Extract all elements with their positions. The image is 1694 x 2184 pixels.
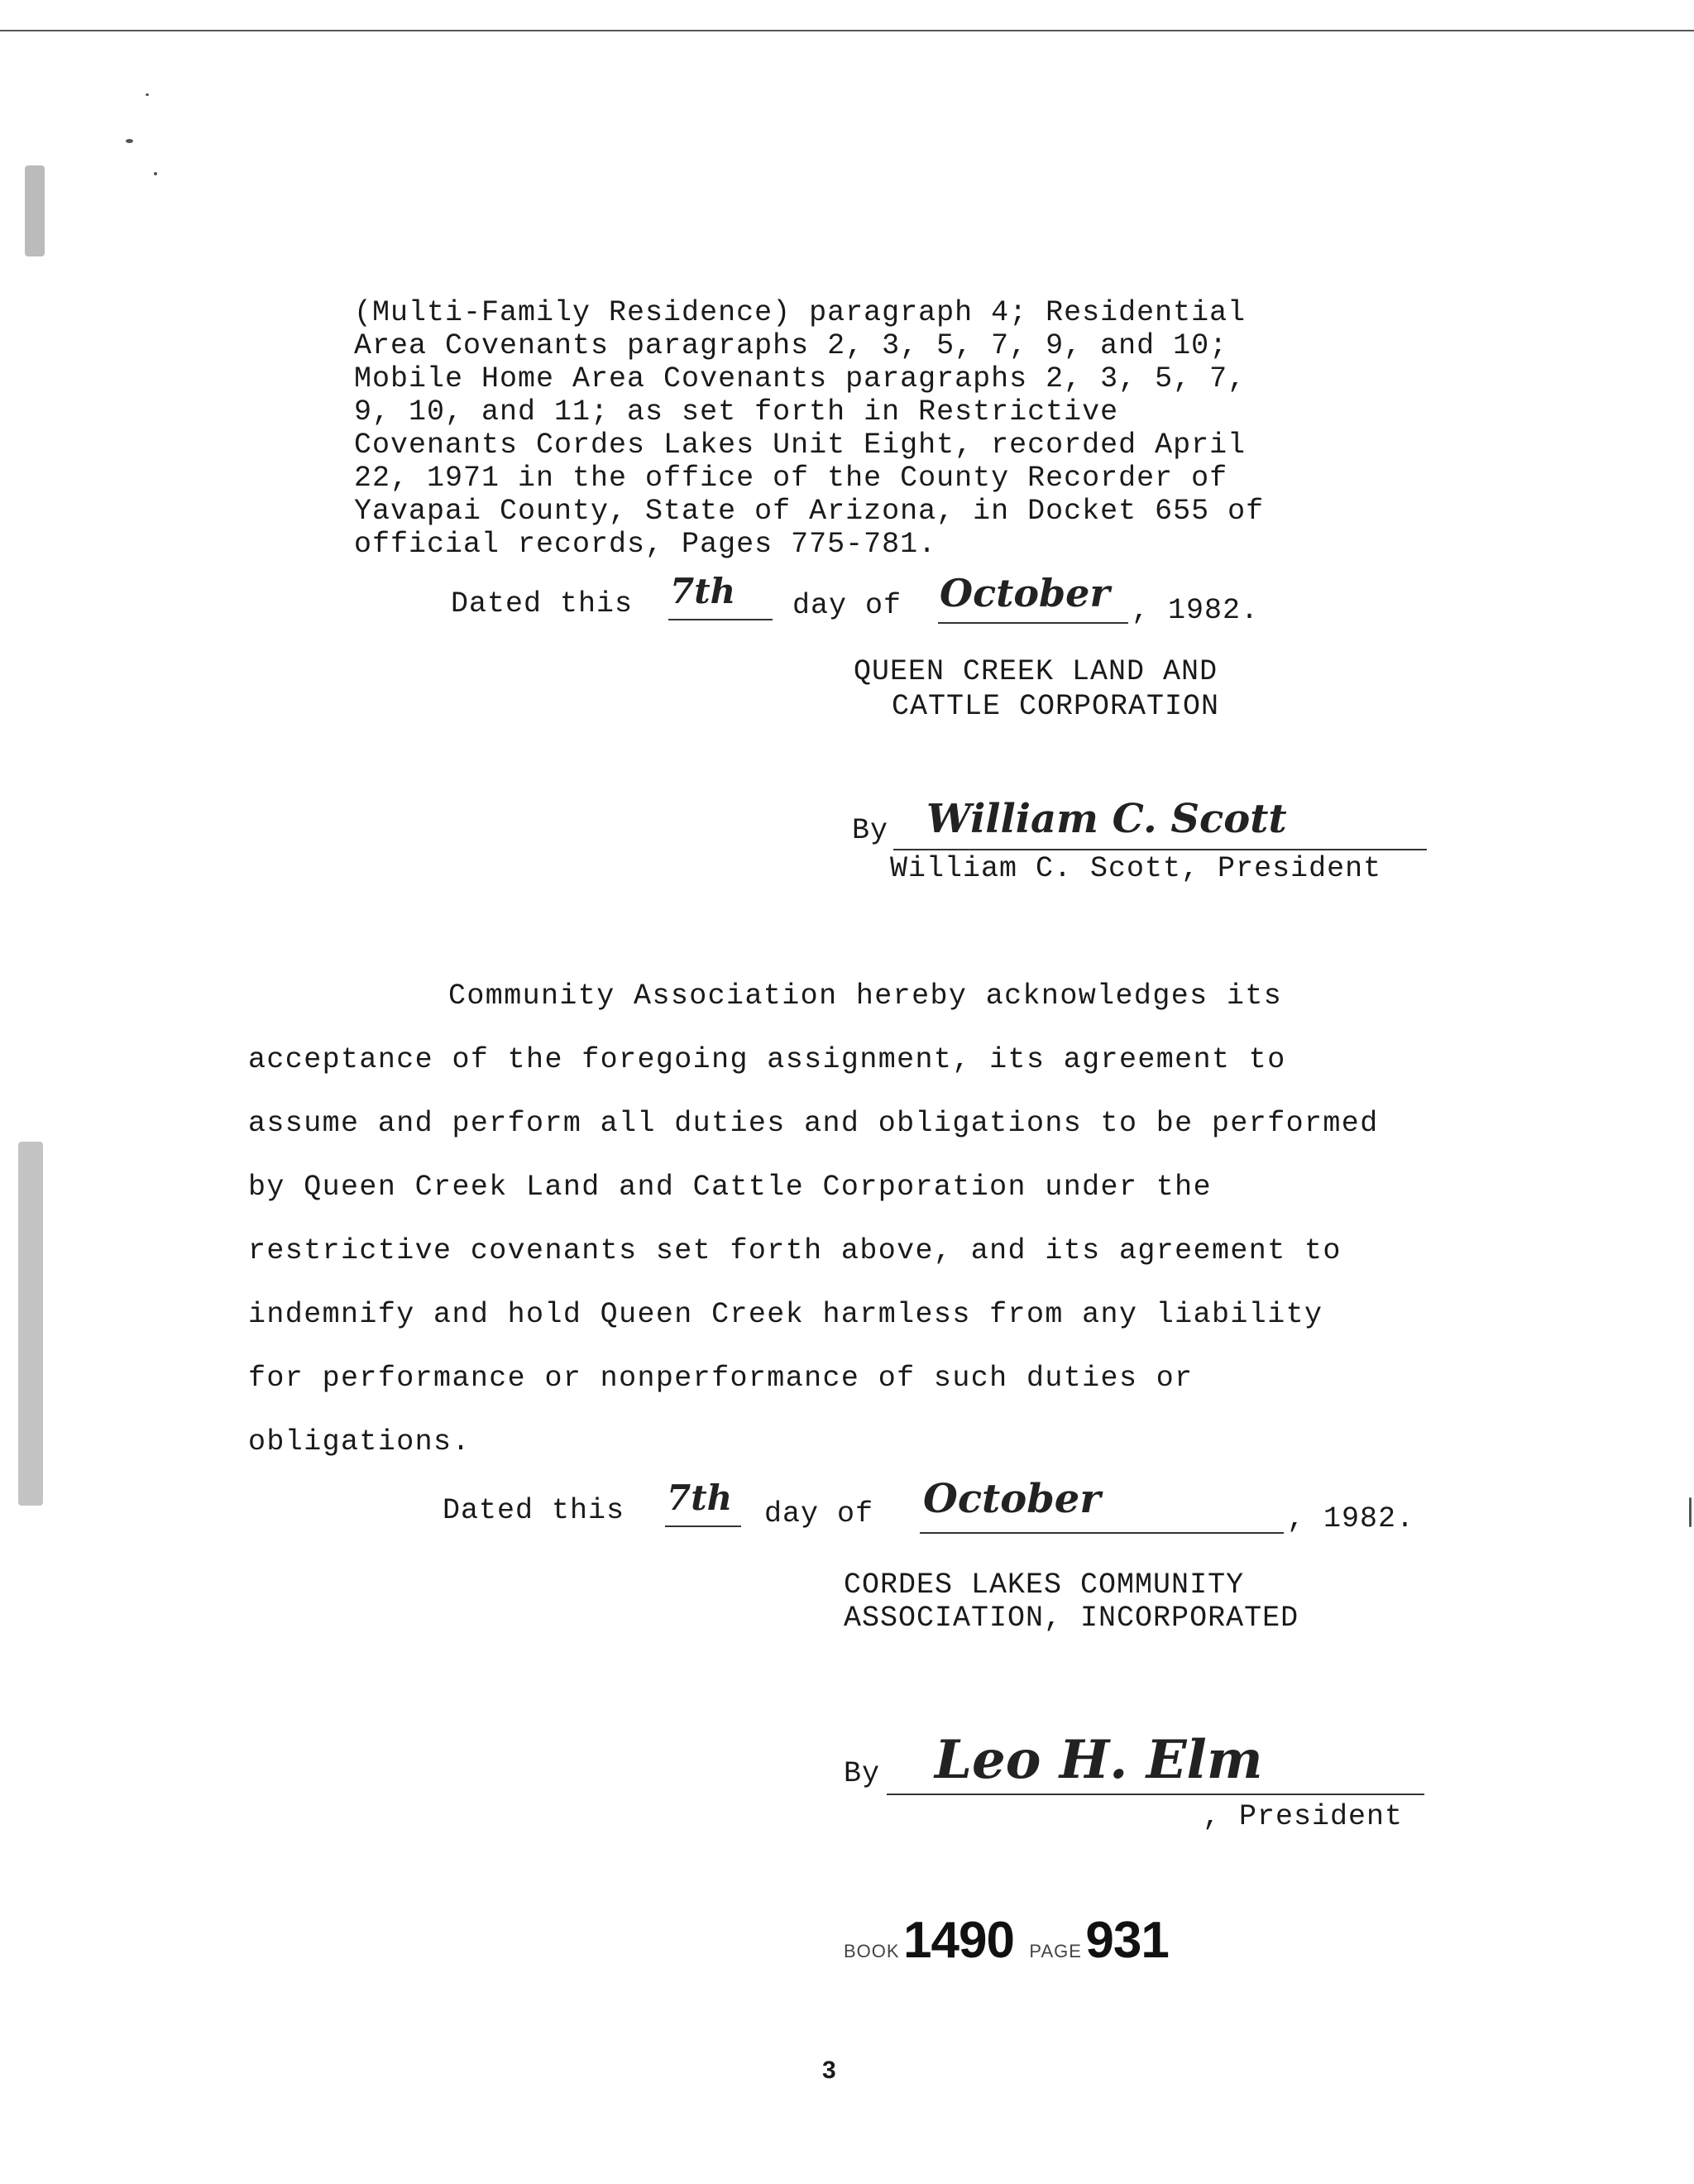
paragraph-line: 9, 10, and 11; as set forth in Restrictive bbox=[354, 395, 1119, 429]
paragraph-line: obligations. bbox=[248, 1425, 471, 1458]
paragraph-line: Area Covenants paragraphs 2, 3, 5, 7, 9, and 10; bbox=[354, 329, 1228, 362]
paragraph-line: assume and perform all duties and obligations to be performed bbox=[248, 1107, 1379, 1140]
sig1-signature: William C. Scott bbox=[926, 796, 1287, 842]
sig2-line bbox=[887, 1794, 1424, 1795]
paragraph-line: indemnify and hold Queen Creek harmless from any liability bbox=[248, 1298, 1323, 1331]
dated2-middle: day of bbox=[764, 1497, 874, 1530]
dated2-suffix: , 1982. bbox=[1287, 1502, 1415, 1535]
dated-month-handwritten: October bbox=[940, 571, 1110, 615]
page-label: PAGE bbox=[1029, 1941, 1082, 1961]
scan-speck bbox=[146, 93, 149, 96]
sig2-title: , President bbox=[1203, 1800, 1404, 1833]
sig1-line bbox=[893, 849, 1427, 850]
corp1-name-line2: CATTLE CORPORATION bbox=[892, 690, 1220, 723]
paragraph-line: Yavapai County, State of Arizona, in Docket 655 of bbox=[354, 495, 1265, 528]
dated-day-handwritten: 7th bbox=[670, 571, 736, 611]
paragraph-line: restrictive covenants set forth above, and its agreement to bbox=[248, 1234, 1342, 1267]
paragraph-line: Mobile Home Area Covenants paragraphs 2, 3, 5, 7, bbox=[354, 362, 1247, 395]
scan-speck bbox=[154, 172, 157, 175]
paragraph-line: 22, 1971 in the office of the County Recorder of bbox=[354, 462, 1228, 495]
corp1-name-line1: QUEEN CREEK LAND AND bbox=[854, 655, 1218, 688]
paragraph-line: by Queen Creek Land and Cattle Corporation under the bbox=[248, 1171, 1212, 1204]
day-fill-line bbox=[668, 619, 773, 620]
scan-speck bbox=[18, 1142, 43, 1506]
page-number-stamp: 931 bbox=[1085, 1912, 1169, 1969]
book-number: 1490 bbox=[903, 1912, 1014, 1969]
dated-line-1 bbox=[451, 587, 633, 620]
sig1-printed-name: William C. Scott, President bbox=[890, 852, 1382, 885]
sig2-signature: Leo H. Elm bbox=[935, 1729, 1263, 1791]
scan-speck bbox=[25, 165, 45, 256]
paragraph-line: Covenants Cordes Lakes Unit Eight, recorded April bbox=[354, 429, 1247, 462]
covenants-paragraph bbox=[354, 296, 1264, 561]
scan-speck bbox=[126, 139, 133, 143]
docket-stamp bbox=[844, 1911, 1169, 1970]
paragraph-line: official records, Pages 775-781. bbox=[354, 528, 937, 561]
month-fill-line bbox=[920, 1532, 1284, 1534]
scan-speck bbox=[1689, 1497, 1692, 1527]
book-label: BOOK bbox=[844, 1941, 900, 1961]
dated-middle: day of bbox=[792, 589, 902, 622]
acknowledgment-paragraph bbox=[248, 979, 1379, 1489]
dated-suffix: , 1982. bbox=[1132, 594, 1260, 627]
dated-prefix: Dated this bbox=[451, 587, 634, 620]
page-number: 3 bbox=[822, 2057, 836, 2084]
paragraph-line: for performance or nonperformance of such duties or bbox=[248, 1362, 1194, 1395]
sig1-by-label: By bbox=[852, 814, 889, 847]
month-fill-line bbox=[938, 622, 1128, 624]
dated2-month-handwritten: October bbox=[923, 1476, 1101, 1522]
paragraph-line: (Multi-Family Residence) paragraph 4; Residential bbox=[354, 296, 1247, 329]
corp2-name-line1: CORDES LAKES COMMUNITY bbox=[844, 1569, 1245, 1602]
dated2-day-handwritten: 7th bbox=[667, 1478, 733, 1518]
paragraph-line: acceptance of the foregoing assignment, its agreement to bbox=[248, 1043, 1286, 1076]
sig2-by-label: By bbox=[844, 1757, 881, 1790]
paragraph-line: Community Association hereby acknowledges its bbox=[448, 979, 1283, 1013]
day-fill-line bbox=[665, 1525, 741, 1527]
dated2-prefix: Dated this bbox=[443, 1494, 625, 1527]
scan-top-border bbox=[0, 30, 1694, 31]
corp2-name-line2: ASSOCIATION, INCORPORATED bbox=[844, 1602, 1299, 1635]
